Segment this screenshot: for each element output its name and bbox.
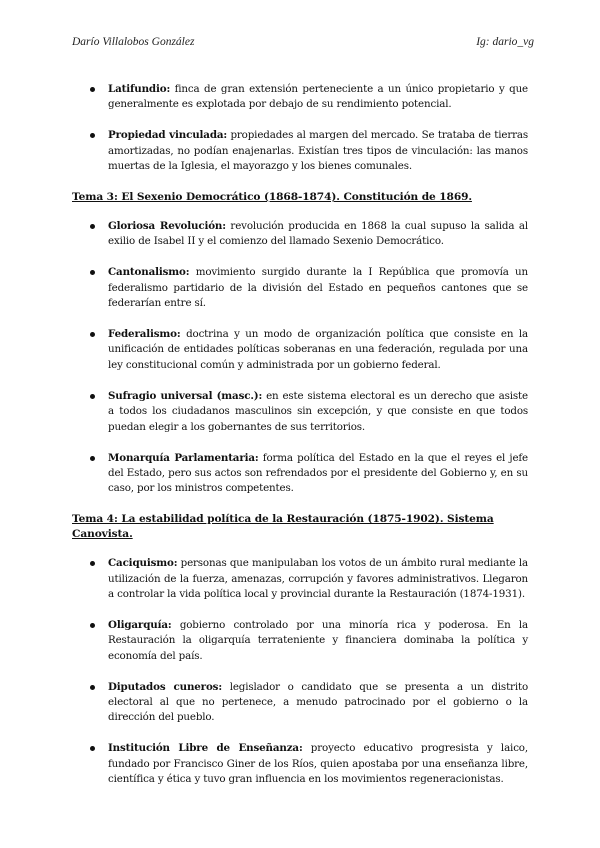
entry-term: Federalismo: xyxy=(108,328,181,341)
entry-definition: proyecto educativo progresista y laico, fundado por Francisco Giner de los Ríos, quien apostaba por una enseñanza libre, científica y ética y tuvo gran influencia en los movimientos regeneracionistas. xyxy=(108,742,528,786)
glossary-entry-oligarquia xyxy=(72,618,528,664)
glossary-entry-latifundio xyxy=(72,82,528,113)
entry-term: Propiedad vinculada: xyxy=(108,129,228,142)
document-body xyxy=(72,82,528,803)
entry-definition: gobierno controlado por una minoría rica y poderosa. En la Restauración la oligarquía terrateniente y financiera dominaba la política y economía del país. xyxy=(108,618,528,662)
bullet-icon xyxy=(90,456,95,461)
entry-definition: revolución producida en 1868 la cual supuso la salida al exilio de Isabel II y el comienzo del llamado Sexenio Democrático. xyxy=(108,220,528,248)
entry-definition: forma política del Estado en la que el reyes el jefe del Estado, pero sus actos son refrendados por el presidente del Gobierno y, en su caso, por los ministros competentes. xyxy=(108,451,528,495)
bullet-icon xyxy=(90,394,95,399)
glossary-entry-sufragio-universal xyxy=(72,389,528,435)
author-name: Darío Villalobos González xyxy=(72,36,195,48)
glossary-entry-federalismo xyxy=(72,327,528,373)
bullet-icon xyxy=(90,87,95,92)
bullet-icon xyxy=(90,685,95,690)
page-header xyxy=(72,36,534,48)
bullet-icon xyxy=(90,332,95,337)
entry-definition: legislador o candidato que se presenta a un distrito electoral al que no pertenece, a menudo patrocinado por el gobierno o la dirección del pueblo. xyxy=(108,680,529,724)
entry-definition: en este sistema electoral es un derecho que asiste a todos los ciudadanos masculinos sin excepción, y que consiste en que todos puedan elegir a los gobernantes de sus territorios. xyxy=(108,389,528,433)
section-title-tema-4: Tema 4: La estabilidad política de la Restauración (1875-1902). Sistema Canovista. xyxy=(72,513,494,541)
bullet-icon xyxy=(90,224,95,229)
entry-term: Caciquismo: xyxy=(108,557,178,570)
bullet-icon xyxy=(90,746,95,751)
entry-term: Oligarquía: xyxy=(108,618,172,631)
entry-definition: personas que manipulaban los votos de un ámbito rural mediante la utilización de la fuerza, amenazas, corrupción y favores administrativos. Llegaron a controlar la vida política local y provincial durante la Restauración (1874-1931). xyxy=(108,557,528,601)
bullet-icon xyxy=(90,561,95,566)
section-title-tema-3: Tema 3: El Sexenio Democrático (1868-1874). Constitución de 1869. xyxy=(72,191,472,204)
entry-definition: doctrina y un modo de organización política que consiste en la unificación de entidades políticas soberanas en una federación, regulada por una ley constitucional común y administrada por un gobierno federal. xyxy=(108,328,528,371)
entry-term: Diputados cuneros: xyxy=(108,680,222,693)
entry-term: Sufragio universal (masc.): xyxy=(108,389,263,402)
glossary-entry-cantonalismo xyxy=(72,265,528,311)
bullet-icon xyxy=(90,133,95,138)
entry-term: Institución Libre de Enseñanza: xyxy=(108,742,303,755)
entry-term: Cantonalismo: xyxy=(108,266,190,279)
entry-term: Monarquía Parlamentaria: xyxy=(108,451,259,464)
entry-definition: propiedades al margen del mercado. Se trataba de tierras amortizadas, no podían enajenarlas. Existían tres tipos de vinculación: las manos muertas de la Iglesia, el mayorazgo y los bienes comunales. xyxy=(108,129,528,173)
bullet-icon xyxy=(90,270,95,275)
glossary-entry-gloriosa-revolucion xyxy=(72,219,528,250)
entry-definition: movimiento surgido durante la I República que promovía un federalismo partidario de la división del Estado en pequeños cantones que se federarían entre sí. xyxy=(108,266,528,310)
entry-definition: finca de gran extensión perteneciente a un único propietario y que generalmente es explotada por debajo de su rendimiento potencial. xyxy=(108,83,528,111)
glossary-entry-caciquismo xyxy=(72,556,528,602)
entry-term: Latifundio: xyxy=(108,83,171,95)
bullet-icon xyxy=(90,623,95,628)
instagram-handle: Ig: dario_vg xyxy=(476,36,534,48)
glossary-entry-diputados-cuneros xyxy=(72,680,528,726)
glossary-entry-propiedad-vinculada xyxy=(72,128,528,174)
glossary-entry-monarquia-parlamentaria xyxy=(72,451,528,497)
entry-term: Gloriosa Revolución: xyxy=(108,220,226,233)
glossary-entry-institucion-libre-ensenanza xyxy=(72,741,528,787)
